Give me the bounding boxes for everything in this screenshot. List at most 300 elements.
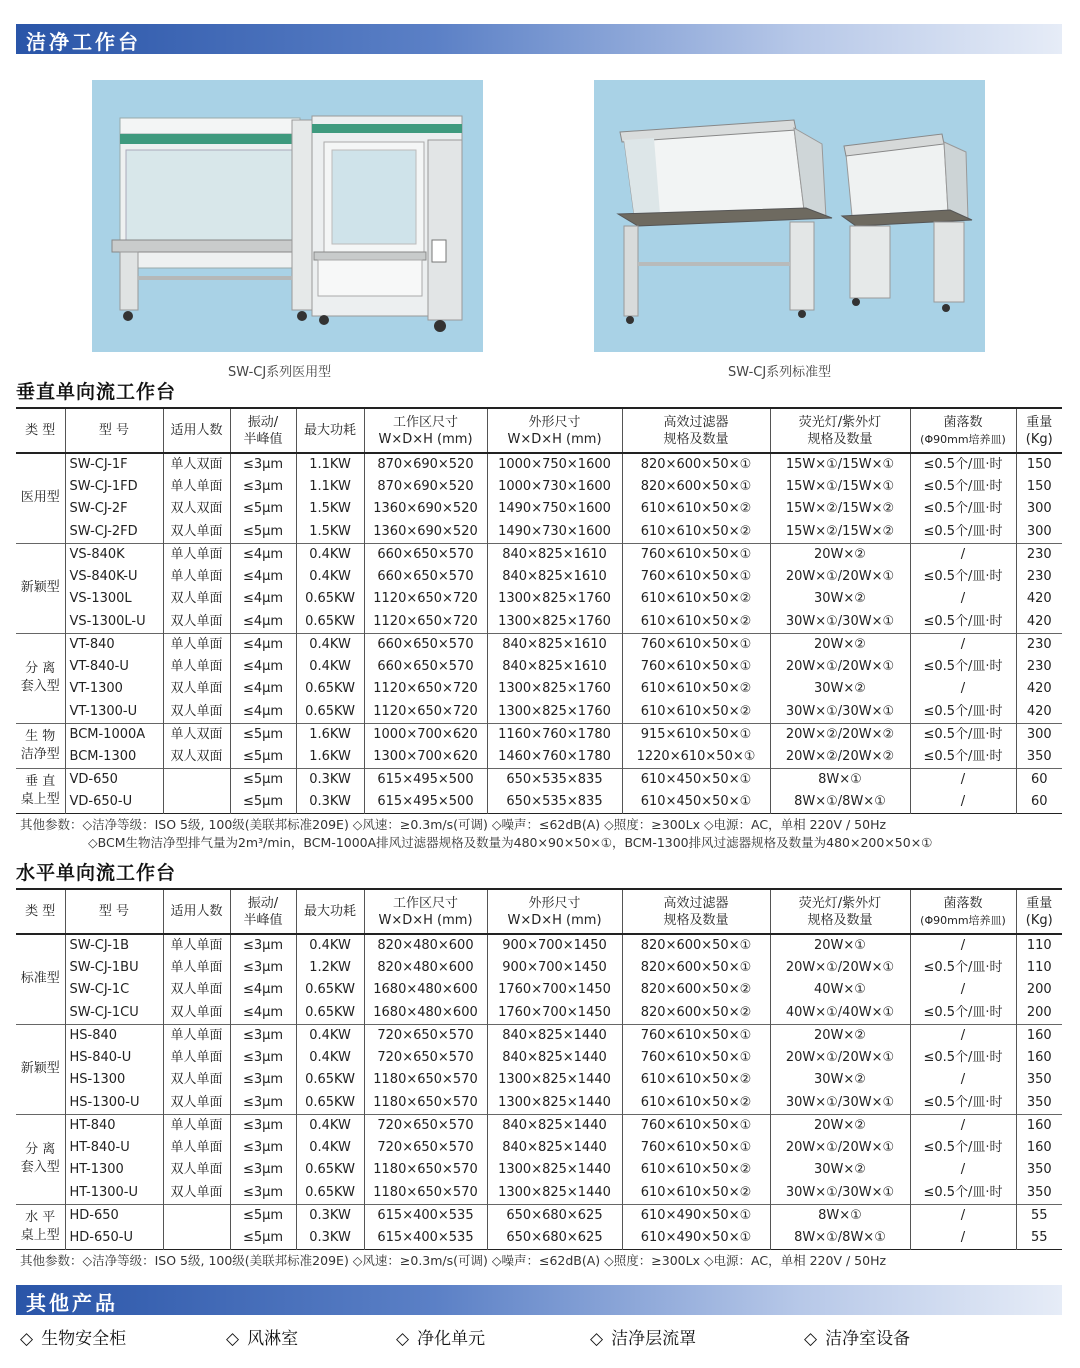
cell-weight: 55 <box>1016 1227 1062 1250</box>
photo-caption-medical: SW-CJ系列医用型 <box>228 365 332 380</box>
cell-outer-size: 1460×760×1780 <box>487 746 622 769</box>
cell-outer-size: 1300×825×1440 <box>487 1092 622 1115</box>
cell-lamps: 15W×②/15W×② <box>770 498 910 521</box>
section-title-horizontal: 水平单向流工作台 <box>16 862 177 884</box>
cell-weight: 160 <box>1016 1114 1062 1137</box>
cell-vibration: ≤5μm <box>230 1227 296 1250</box>
vertical-other-params-note: 其他参数：◇洁净等级：ISO 5级, 100级(美联邦标准209E) ◇风速：≥0.3m/s(可调) ◇噪声：≤62dB(A) ◇照度：≥300Lx ◇电源：AC，单相 220V / 50Hz <box>20 817 887 832</box>
cell-vibration: ≤5μm <box>230 521 296 544</box>
other-products-list <box>16 1324 1062 1348</box>
cell-weight: 160 <box>1016 1047 1062 1070</box>
header-weight: 重量 (Kg) <box>1016 408 1062 453</box>
cell-max-power: 1.6KW <box>296 746 364 769</box>
cell-max-power: 0.4KW <box>296 934 364 957</box>
table-row <box>16 701 1062 724</box>
cell-lamps: 30W×② <box>770 1159 910 1182</box>
cell-weight: 420 <box>1016 701 1062 724</box>
cell-lamps: 8W×①/8W×① <box>770 1227 910 1250</box>
cell-vibration: ≤3μm <box>230 1069 296 1092</box>
header-lamps: 荧光灯/紫外灯 规格及数量 <box>770 889 910 934</box>
cell-weight: 230 <box>1016 656 1062 679</box>
cell-hepa-filter: 760×610×50×① <box>622 566 770 589</box>
cell-lamps: 20W×①/20W×① <box>770 1137 910 1160</box>
cell-persons: 双人单面 <box>163 1069 230 1092</box>
group-type-cell: 水 平 桌上型 <box>16 1204 65 1249</box>
cell-outer-size: 650×680×625 <box>487 1227 622 1250</box>
cell-model: SW-CJ-1B <box>65 934 163 957</box>
cell-work-area: 660×650×570 <box>364 633 487 656</box>
cell-colony-count: / <box>910 934 1016 957</box>
cell-work-area: 1360×690×520 <box>364 498 487 521</box>
diamond-bullet-icon: ◇ <box>20 1329 34 1349</box>
cell-lamps: 30W×①/30W×① <box>770 611 910 634</box>
group-type-cell: 新颖型 <box>16 1024 65 1114</box>
cell-model: VT-840 <box>65 633 163 656</box>
cell-weight: 150 <box>1016 453 1062 476</box>
cell-colony-count: / <box>910 1204 1016 1227</box>
cell-work-area: 1300×700×620 <box>364 746 487 769</box>
cell-weight: 110 <box>1016 934 1062 957</box>
cell-persons: 双人单面 <box>163 588 230 611</box>
cell-weight: 230 <box>1016 543 1062 566</box>
cell-work-area: 1180×650×570 <box>364 1159 487 1182</box>
cell-outer-size: 840×825×1440 <box>487 1114 622 1137</box>
header-outer-size: 外形尺寸 W×D×H (mm) <box>487 408 622 453</box>
cell-colony-count: / <box>910 543 1016 566</box>
section-banner-other-products <box>16 1285 1062 1315</box>
cell-outer-size: 900×700×1450 <box>487 934 622 957</box>
cell-hepa-filter: 610×610×50×② <box>622 1092 770 1115</box>
cell-vibration: ≤3μm <box>230 1114 296 1137</box>
cell-hepa-filter: 820×600×50×① <box>622 476 770 499</box>
table-row <box>16 588 1062 611</box>
cell-lamps: 15W×①/15W×① <box>770 476 910 499</box>
cell-vibration: ≤4μm <box>230 678 296 701</box>
cell-lamps: 20W×② <box>770 543 910 566</box>
cell-lamps: 30W×② <box>770 678 910 701</box>
cell-model: VS-840K-U <box>65 566 163 589</box>
table-row <box>16 1182 1062 1205</box>
cell-persons: 双人双面 <box>163 498 230 521</box>
cell-max-power: 0.65KW <box>296 678 364 701</box>
cell-vibration: ≤5μm <box>230 768 296 791</box>
cell-persons: 双人单面 <box>163 611 230 634</box>
photo-medical-type-benches <box>92 80 483 352</box>
cell-model: HT-840-U <box>65 1137 163 1160</box>
cell-model: SW-CJ-2F <box>65 498 163 521</box>
cell-vibration: ≤4μm <box>230 611 296 634</box>
cell-outer-size: 1300×825×1760 <box>487 701 622 724</box>
cell-work-area: 1180×650×570 <box>364 1069 487 1092</box>
cell-work-area: 660×650×570 <box>364 566 487 589</box>
header-vibration: 振动/ 半峰值 <box>230 889 296 934</box>
cell-max-power: 1.6KW <box>296 723 364 746</box>
cell-persons: 双人单面 <box>163 1002 230 1025</box>
cell-weight: 60 <box>1016 768 1062 791</box>
cell-colony-count: / <box>910 1227 1016 1250</box>
cell-lamps: 8W×①/8W×① <box>770 791 910 814</box>
banner-title: 其他产品 <box>26 1291 118 1315</box>
header-type: 类 型 <box>25 423 56 438</box>
cell-model: HS-1300-U <box>65 1092 163 1115</box>
cell-weight: 300 <box>1016 723 1062 746</box>
cell-outer-size: 840×825×1610 <box>487 543 622 566</box>
cell-weight: 350 <box>1016 1092 1062 1115</box>
cell-weight: 420 <box>1016 611 1062 634</box>
cell-work-area: 870×690×520 <box>364 476 487 499</box>
cell-lamps: 20W×①/20W×① <box>770 656 910 679</box>
cell-max-power: 1.1KW <box>296 453 364 476</box>
cell-outer-size: 840×825×1440 <box>487 1137 622 1160</box>
cell-outer-size: 840×825×1610 <box>487 656 622 679</box>
cell-hepa-filter: 610×610×50×② <box>622 611 770 634</box>
header-lamps: 荧光灯/紫外灯 规格及数量 <box>770 408 910 453</box>
cell-hepa-filter: 610×610×50×② <box>622 1069 770 1092</box>
cell-lamps: 20W×①/20W×① <box>770 957 910 980</box>
table-row <box>16 611 1062 634</box>
cell-colony-count: / <box>910 1069 1016 1092</box>
cell-colony-count: ≤0.5个/皿·时 <box>910 498 1016 521</box>
cell-persons: 单人单面 <box>163 1047 230 1070</box>
cell-persons: 双人单面 <box>163 979 230 1002</box>
cell-colony-count: ≤0.5个/皿·时 <box>910 476 1016 499</box>
table-row <box>16 678 1062 701</box>
cell-work-area: 1000×700×620 <box>364 723 487 746</box>
cell-vibration: ≤4μm <box>230 701 296 724</box>
cell-work-area: 1360×690×520 <box>364 521 487 544</box>
cell-weight: 160 <box>1016 1137 1062 1160</box>
table-row <box>16 768 1062 791</box>
group-type-cell: 标准型 <box>20 971 60 987</box>
table-row <box>16 633 1062 656</box>
header-weight: 重量 (Kg) <box>1016 889 1062 934</box>
cell-colony-count: ≤0.5个/皿·时 <box>910 746 1016 769</box>
cell-work-area: 1120×650×720 <box>364 678 487 701</box>
banner-title: 洁净工作台 <box>26 30 141 54</box>
cell-max-power: 0.4KW <box>296 1047 364 1070</box>
cell-model: VD-650-U <box>65 791 163 814</box>
cell-outer-size: 1300×825×1440 <box>487 1069 622 1092</box>
spec-table-horizontal <box>16 888 1062 1250</box>
cell-hepa-filter: 1220×610×50×① <box>622 746 770 769</box>
header-model: 型 号 <box>65 889 163 934</box>
header-hepa-filter: 高效过滤器 规格及数量 <box>622 889 770 934</box>
cell-weight: 350 <box>1016 1182 1062 1205</box>
cell-outer-size: 1000×730×1600 <box>487 476 622 499</box>
cell-work-area: 1680×480×600 <box>364 1002 487 1025</box>
cell-max-power: 0.3KW <box>296 768 364 791</box>
cell-outer-size: 650×535×835 <box>487 768 622 791</box>
cell-hepa-filter: 820×600×50×② <box>622 979 770 1002</box>
group-type-cell: 新颖型 <box>16 543 65 633</box>
group-type-cell: 分 离 套入型 <box>16 1114 65 1204</box>
cell-hepa-filter: 610×610×50×② <box>622 498 770 521</box>
cell-model: VD-650 <box>65 768 163 791</box>
cell-colony-count: ≤0.5个/皿·时 <box>910 1092 1016 1115</box>
header-colony-count: 菌落数 (Φ90mm培养皿) <box>910 889 1016 934</box>
cell-work-area: 720×650×570 <box>364 1137 487 1160</box>
cell-colony-count: / <box>910 768 1016 791</box>
cell-vibration: ≤3μm <box>230 1047 296 1070</box>
cell-vibration: ≤5μm <box>230 498 296 521</box>
cell-outer-size: 840×825×1440 <box>487 1024 622 1047</box>
cell-colony-count: / <box>910 1024 1016 1047</box>
cell-persons: 双人单面 <box>163 678 230 701</box>
cell-hepa-filter: 760×610×50×① <box>622 1024 770 1047</box>
cell-persons <box>163 768 230 791</box>
cell-colony-count: ≤0.5个/皿·时 <box>910 1182 1016 1205</box>
cell-colony-count: ≤0.5个/皿·时 <box>910 701 1016 724</box>
cell-persons: 双人单面 <box>163 521 230 544</box>
header-max-power: 最大功耗 <box>296 889 364 934</box>
cell-max-power: 1.5KW <box>296 498 364 521</box>
cell-vibration: ≤3μm <box>230 476 296 499</box>
cell-model: BCM-1300 <box>65 746 163 769</box>
cell-persons <box>163 1204 230 1227</box>
cell-model: SW-CJ-1BU <box>65 957 163 980</box>
cell-vibration: ≤4μm <box>230 566 296 589</box>
cell-lamps: 30W×② <box>770 1069 910 1092</box>
cell-outer-size: 840×825×1610 <box>487 566 622 589</box>
cell-colony-count: / <box>910 1114 1016 1137</box>
group-type-cell: 医用型 <box>20 490 60 506</box>
cell-vibration: ≤5μm <box>230 791 296 814</box>
cell-lamps: 30W×② <box>770 588 910 611</box>
cell-colony-count: / <box>910 588 1016 611</box>
cell-lamps: 20W×② <box>770 1114 910 1137</box>
cell-hepa-filter: 760×610×50×① <box>622 656 770 679</box>
cell-vibration: ≤4μm <box>230 633 296 656</box>
horizontal-other-params-note: 其他参数：◇洁净等级：ISO 5级, 100级(美联邦标准209E) ◇风速：≥0.3m/s(可调) ◇噪声：≤62dB(A) ◇照度：≥300Lx ◇电源：AC，单相 220V / 50Hz <box>20 1253 887 1268</box>
cell-colony-count: ≤0.5个/皿·时 <box>910 611 1016 634</box>
cell-persons: 单人单面 <box>163 656 230 679</box>
header-outer-size: 外形尺寸 W×D×H (mm) <box>487 889 622 934</box>
section-title-vertical: 垂直单向流工作台 <box>16 381 177 403</box>
photo-caption-standard: SW-CJ系列标准型 <box>728 365 832 380</box>
table-header-row <box>16 889 1062 934</box>
cell-lamps: 15W×①/15W×① <box>770 453 910 476</box>
cell-weight: 200 <box>1016 979 1062 1002</box>
cell-work-area: 720×650×570 <box>364 1047 487 1070</box>
other-product-item[interactable]: ◇ 风淋室 <box>226 1329 299 1349</box>
cell-persons: 双人单面 <box>163 1159 230 1182</box>
cell-hepa-filter: 610×610×50×② <box>622 701 770 724</box>
header-persons: 适用人数 <box>163 408 230 453</box>
other-product-item[interactable]: ◇ 净化单元 <box>396 1329 486 1349</box>
cell-work-area: 1120×650×720 <box>364 588 487 611</box>
table-row <box>16 1024 1062 1047</box>
cell-max-power: 0.65KW <box>296 701 364 724</box>
cell-model: HT-1300 <box>65 1159 163 1182</box>
cell-vibration: ≤4μm <box>230 1002 296 1025</box>
cell-persons: 双人单面 <box>163 701 230 724</box>
table-row <box>16 1047 1062 1070</box>
cell-outer-size: 1760×700×1450 <box>487 1002 622 1025</box>
table-row <box>16 791 1062 814</box>
cell-model: SW-CJ-1CU <box>65 1002 163 1025</box>
cell-weight: 350 <box>1016 1069 1062 1092</box>
cell-hepa-filter: 610×610×50×② <box>622 1159 770 1182</box>
section-banner-clean-bench <box>16 24 1062 54</box>
cell-persons: 单人双面 <box>163 723 230 746</box>
group-type-cell: 垂 直 桌上型 <box>16 768 65 813</box>
other-product-item[interactable]: ◇ 洁净层流罩 <box>590 1329 697 1349</box>
cell-weight: 55 <box>1016 1204 1062 1227</box>
cell-persons: 单人单面 <box>163 1114 230 1137</box>
cell-max-power: 0.4KW <box>296 633 364 656</box>
header-vibration: 振动/ 半峰值 <box>230 408 296 453</box>
cell-outer-size: 1490×750×1600 <box>487 498 622 521</box>
cell-vibration: ≤5μm <box>230 723 296 746</box>
header-hepa-filter: 高效过滤器 规格及数量 <box>622 408 770 453</box>
cell-model: VT-840-U <box>65 656 163 679</box>
cell-max-power: 0.3KW <box>296 791 364 814</box>
cell-max-power: 0.4KW <box>296 1137 364 1160</box>
other-product-item[interactable]: ◇ 生物安全柜 <box>20 1329 127 1349</box>
cell-outer-size: 900×700×1450 <box>487 957 622 980</box>
cell-outer-size: 1300×825×1760 <box>487 611 622 634</box>
cell-outer-size: 1760×700×1450 <box>487 979 622 1002</box>
cell-max-power: 0.4KW <box>296 1024 364 1047</box>
cell-hepa-filter: 915×610×50×① <box>622 723 770 746</box>
cell-model: HD-650-U <box>65 1227 163 1250</box>
table-row <box>16 1114 1062 1137</box>
cell-work-area: 720×650×570 <box>364 1024 487 1047</box>
cell-persons: 单人单面 <box>163 1024 230 1047</box>
cell-model: HT-840 <box>65 1114 163 1137</box>
cell-vibration: ≤4μm <box>230 543 296 566</box>
photo-standard-type-benches <box>594 80 985 352</box>
cell-hepa-filter: 760×610×50×① <box>622 1137 770 1160</box>
cell-max-power: 0.65KW <box>296 1092 364 1115</box>
cell-vibration: ≤4μm <box>230 656 296 679</box>
cell-model: VT-1300 <box>65 678 163 701</box>
cell-model: SW-CJ-1FD <box>65 476 163 499</box>
cell-lamps: 8W×① <box>770 768 910 791</box>
diamond-bullet-icon: ◇ <box>804 1329 818 1349</box>
cell-persons: 双人单面 <box>163 1092 230 1115</box>
cell-vibration: ≤3μm <box>230 1182 296 1205</box>
group-type-cell: 生 物 洁净型 <box>16 723 65 768</box>
cell-lamps: 30W×①/30W×① <box>770 1182 910 1205</box>
other-product-item[interactable]: ◇ 洁净室设备 <box>804 1329 911 1349</box>
cell-work-area: 820×480×600 <box>364 934 487 957</box>
cell-lamps: 40W×① <box>770 979 910 1002</box>
cell-hepa-filter: 820×600×50×② <box>622 1002 770 1025</box>
header-colony-count: 菌落数 (Φ90mm培养皿) <box>910 408 1016 453</box>
header-work-area: 工作区尺寸 W×D×H (mm) <box>364 889 487 934</box>
cell-weight: 420 <box>1016 678 1062 701</box>
cell-hepa-filter: 820×600×50×① <box>622 957 770 980</box>
cell-hepa-filter: 820×600×50×① <box>622 934 770 957</box>
cell-hepa-filter: 760×610×50×① <box>622 1114 770 1137</box>
cell-weight: 420 <box>1016 588 1062 611</box>
cell-outer-size: 650×680×625 <box>487 1204 622 1227</box>
cell-model: SW-CJ-1F <box>65 453 163 476</box>
cell-weight: 60 <box>1016 791 1062 814</box>
vertical-bcm-exhaust-note: ◇BCM生物洁净型排气量为2m³/min，BCM-1000A排风过滤器规格及数量为480×90×50×①，BCM-1300排风过滤器规格及数量为480×200×50×① <box>88 835 933 850</box>
cell-colony-count: ≤0.5个/皿·时 <box>910 1047 1016 1070</box>
table-row <box>16 979 1062 1002</box>
cell-max-power: 0.65KW <box>296 1002 364 1025</box>
cell-lamps: 20W×②/20W×② <box>770 723 910 746</box>
cell-max-power: 1.1KW <box>296 476 364 499</box>
table-row <box>16 1159 1062 1182</box>
cell-hepa-filter: 610×610×50×② <box>622 588 770 611</box>
cell-colony-count: ≤0.5个/皿·时 <box>910 453 1016 476</box>
table-row <box>16 1069 1062 1092</box>
cell-persons <box>163 791 230 814</box>
header-persons: 适用人数 <box>163 889 230 934</box>
cell-hepa-filter: 760×610×50×① <box>622 543 770 566</box>
cell-model: HT-1300-U <box>65 1182 163 1205</box>
cell-work-area: 1180×650×570 <box>364 1092 487 1115</box>
table-row <box>16 746 1062 769</box>
cell-max-power: 0.4KW <box>296 543 364 566</box>
cell-work-area: 720×650×570 <box>364 1114 487 1137</box>
cell-vibration: ≤5μm <box>230 746 296 769</box>
cell-lamps: 40W×①/40W×① <box>770 1002 910 1025</box>
cell-weight: 350 <box>1016 1159 1062 1182</box>
cell-colony-count: ≤0.5个/皿·时 <box>910 1137 1016 1160</box>
cell-vibration: ≤3μm <box>230 1137 296 1160</box>
cell-weight: 300 <box>1016 498 1062 521</box>
header-model: 型 号 <box>65 408 163 453</box>
cell-hepa-filter: 610×450×50×① <box>622 768 770 791</box>
cell-hepa-filter: 610×450×50×① <box>622 791 770 814</box>
cell-max-power: 0.65KW <box>296 611 364 634</box>
cell-work-area: 1680×480×600 <box>364 979 487 1002</box>
cell-colony-count: ≤0.5个/皿·时 <box>910 521 1016 544</box>
cell-max-power: 1.2KW <box>296 957 364 980</box>
cell-model: HD-650 <box>65 1204 163 1227</box>
cell-outer-size: 1300×825×1760 <box>487 678 622 701</box>
cell-weight: 200 <box>1016 1002 1062 1025</box>
cell-model: HS-840-U <box>65 1047 163 1070</box>
cell-model: VS-840K <box>65 543 163 566</box>
cell-colony-count: ≤0.5个/皿·时 <box>910 723 1016 746</box>
cell-model: BCM-1000A <box>65 723 163 746</box>
cell-outer-size: 1300×825×1760 <box>487 588 622 611</box>
table-row <box>16 566 1062 589</box>
cell-max-power: 0.65KW <box>296 1182 364 1205</box>
table-row <box>16 521 1062 544</box>
cell-model: SW-CJ-2FD <box>65 521 163 544</box>
table-row <box>16 957 1062 980</box>
cell-weight: 110 <box>1016 957 1062 980</box>
cell-outer-size: 1160×760×1780 <box>487 723 622 746</box>
diamond-bullet-icon: ◇ <box>590 1329 604 1349</box>
table-row <box>16 453 1062 476</box>
cell-vibration: ≤5μm <box>230 1204 296 1227</box>
cell-work-area: 660×650×570 <box>364 656 487 679</box>
table-row <box>16 1227 1062 1250</box>
cell-model: HS-840 <box>65 1024 163 1047</box>
cell-max-power: 0.4KW <box>296 1114 364 1137</box>
cell-persons: 双人单面 <box>163 1182 230 1205</box>
cell-max-power: 0.4KW <box>296 656 364 679</box>
cell-lamps: 20W×② <box>770 1024 910 1047</box>
cell-hepa-filter: 610×490×50×① <box>622 1227 770 1250</box>
cell-work-area: 615×495×500 <box>364 791 487 814</box>
cell-max-power: 0.4KW <box>296 566 364 589</box>
cell-outer-size: 1300×825×1440 <box>487 1159 622 1182</box>
table-row <box>16 1002 1062 1025</box>
cell-hepa-filter: 610×610×50×② <box>622 1182 770 1205</box>
cell-persons: 单人单面 <box>163 957 230 980</box>
cell-work-area: 615×400×535 <box>364 1227 487 1250</box>
cell-colony-count: / <box>910 678 1016 701</box>
